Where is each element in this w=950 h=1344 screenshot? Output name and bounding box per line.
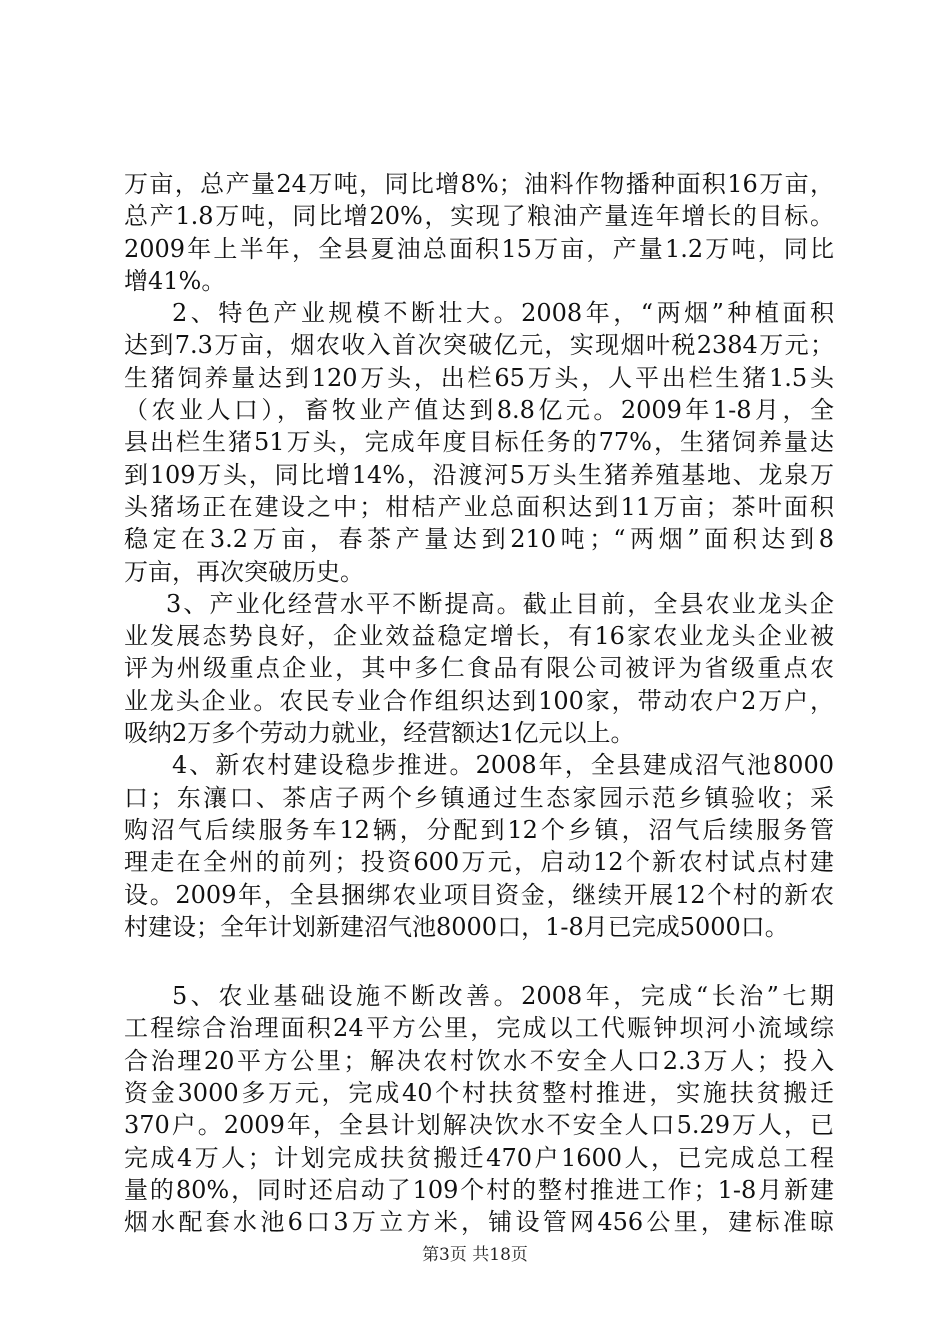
text-line: 生猪饲养量达到120万头，出栏65万头，人平出栏生猪1.5头 [124,363,834,392]
text-line: 设。2009年，全县捆绑农业项目资金，继续开展12个村的新农 [124,880,834,909]
text-line: 完成4万人；计划完成扶贫搬迁470户1600人，已完成总工程 [124,1143,834,1172]
text-line: 稳定在3.2万亩，春茶产量达到210吨；“两烟”面积达到8 [124,525,834,554]
paragraph-infrastructure [124,980,834,1238]
text-line: 万亩，总产量24万吨，同比增8%；油料作物播种面积16万亩， [124,170,834,198]
document-body [124,168,834,1239]
paragraph-gap [124,943,834,980]
paragraph-special-industry [124,297,834,588]
text-line: 4、新农村建设稳步推进。2008年，全县建成沼气池8000 [172,751,834,780]
text-line: 吸纳2万多个劳动力就业，经营额达1亿元以上。 [124,719,635,748]
text-line: 到109万头，同比增14%，沿渡河5万头生猪养殖基地、龙泉万 [124,460,834,489]
text-line: 合治理20平方公里；解决农村饮水不安全人口2.3万人；投入 [124,1046,834,1075]
text-line: 村建设；全年计划新建沼气池8000口，1-8月已完成5000口。 [124,912,789,941]
text-line: 增41%。 [124,266,226,295]
text-line: 2009年上半年，全县夏油总面积15万亩，产量1.2万吨，同比 [124,234,834,263]
paragraph-industrialization [124,588,834,749]
text-line: 370户。2009年，全县计划解决饮水不安全人口5.29万人，已 [124,1111,834,1140]
text-line: 业龙头企业。农民专业合作组织达到100家，带动农户2万户， [124,686,834,715]
text-line: 评为州级重点企业，其中多仁食品有限公司被评为省级重点农 [124,654,834,683]
page-number: 第3页 共18页 [422,1245,528,1265]
text-line: 2、特色产业规模不断壮大。2008年，“两烟”种植面积 [172,299,834,328]
text-line: （农业人口），畜牧业产值达到8.8亿元。2009年1-8月，全 [124,396,834,425]
text-line: 达到7.3万亩，烟农收入首次突破亿元，实现烟叶税2384万元； [124,331,834,360]
text-line: 资金3000多万元，完成40个村扶贫整村推进，实施扶贫搬迁 [124,1079,834,1108]
text-line: 头猪场正在建设之中；柑桔产业总面积达到11万亩；茶叶面积 [124,492,834,521]
text-line: 业发展态势良好，企业效益稳定增长，有16家农业龙头企业被 [124,622,834,651]
text-line: 烟水配套水池6口3万立方米，铺设管网456公里，建标准晾 [124,1208,834,1237]
text-line: 口；东瀼口、茶店子两个乡镇通过生态家园示范乡镇验收；采 [124,783,834,812]
text-line: 量的80%，同时还启动了109个村的整村推进工作；1-8月新建 [124,1175,834,1204]
text-line: 5、农业基础设施不断改善。2008年，完成“长治”七期 [172,982,834,1011]
text-line: 工程综合治理面积24平方公里，完成以工代赈钟坝河小流域综 [124,1014,834,1043]
text-line: 县出栏生猪51万头，完成年度目标任务的77%，生猪饲养量达 [124,428,834,457]
paragraph-grain-oil-output [124,168,834,297]
page-footer [0,1245,950,1265]
text-line: 购沼气后续服务车12辆，分配到12个乡镇，沼气后续服务管 [124,815,834,844]
text-line: 3、产业化经营水平不断提高。截止目前，全县农业龙头企 [166,589,834,618]
text-line: 总产1.8万吨，同比增20%，实现了粮油产量连年增长的目标。 [124,202,834,231]
paragraph-new-countryside [124,749,834,943]
text-line: 理走在全州的前列；投资600万元，启动12个新农村试点村建 [124,848,834,877]
text-line: 万亩，再次突破历史。 [124,557,364,586]
